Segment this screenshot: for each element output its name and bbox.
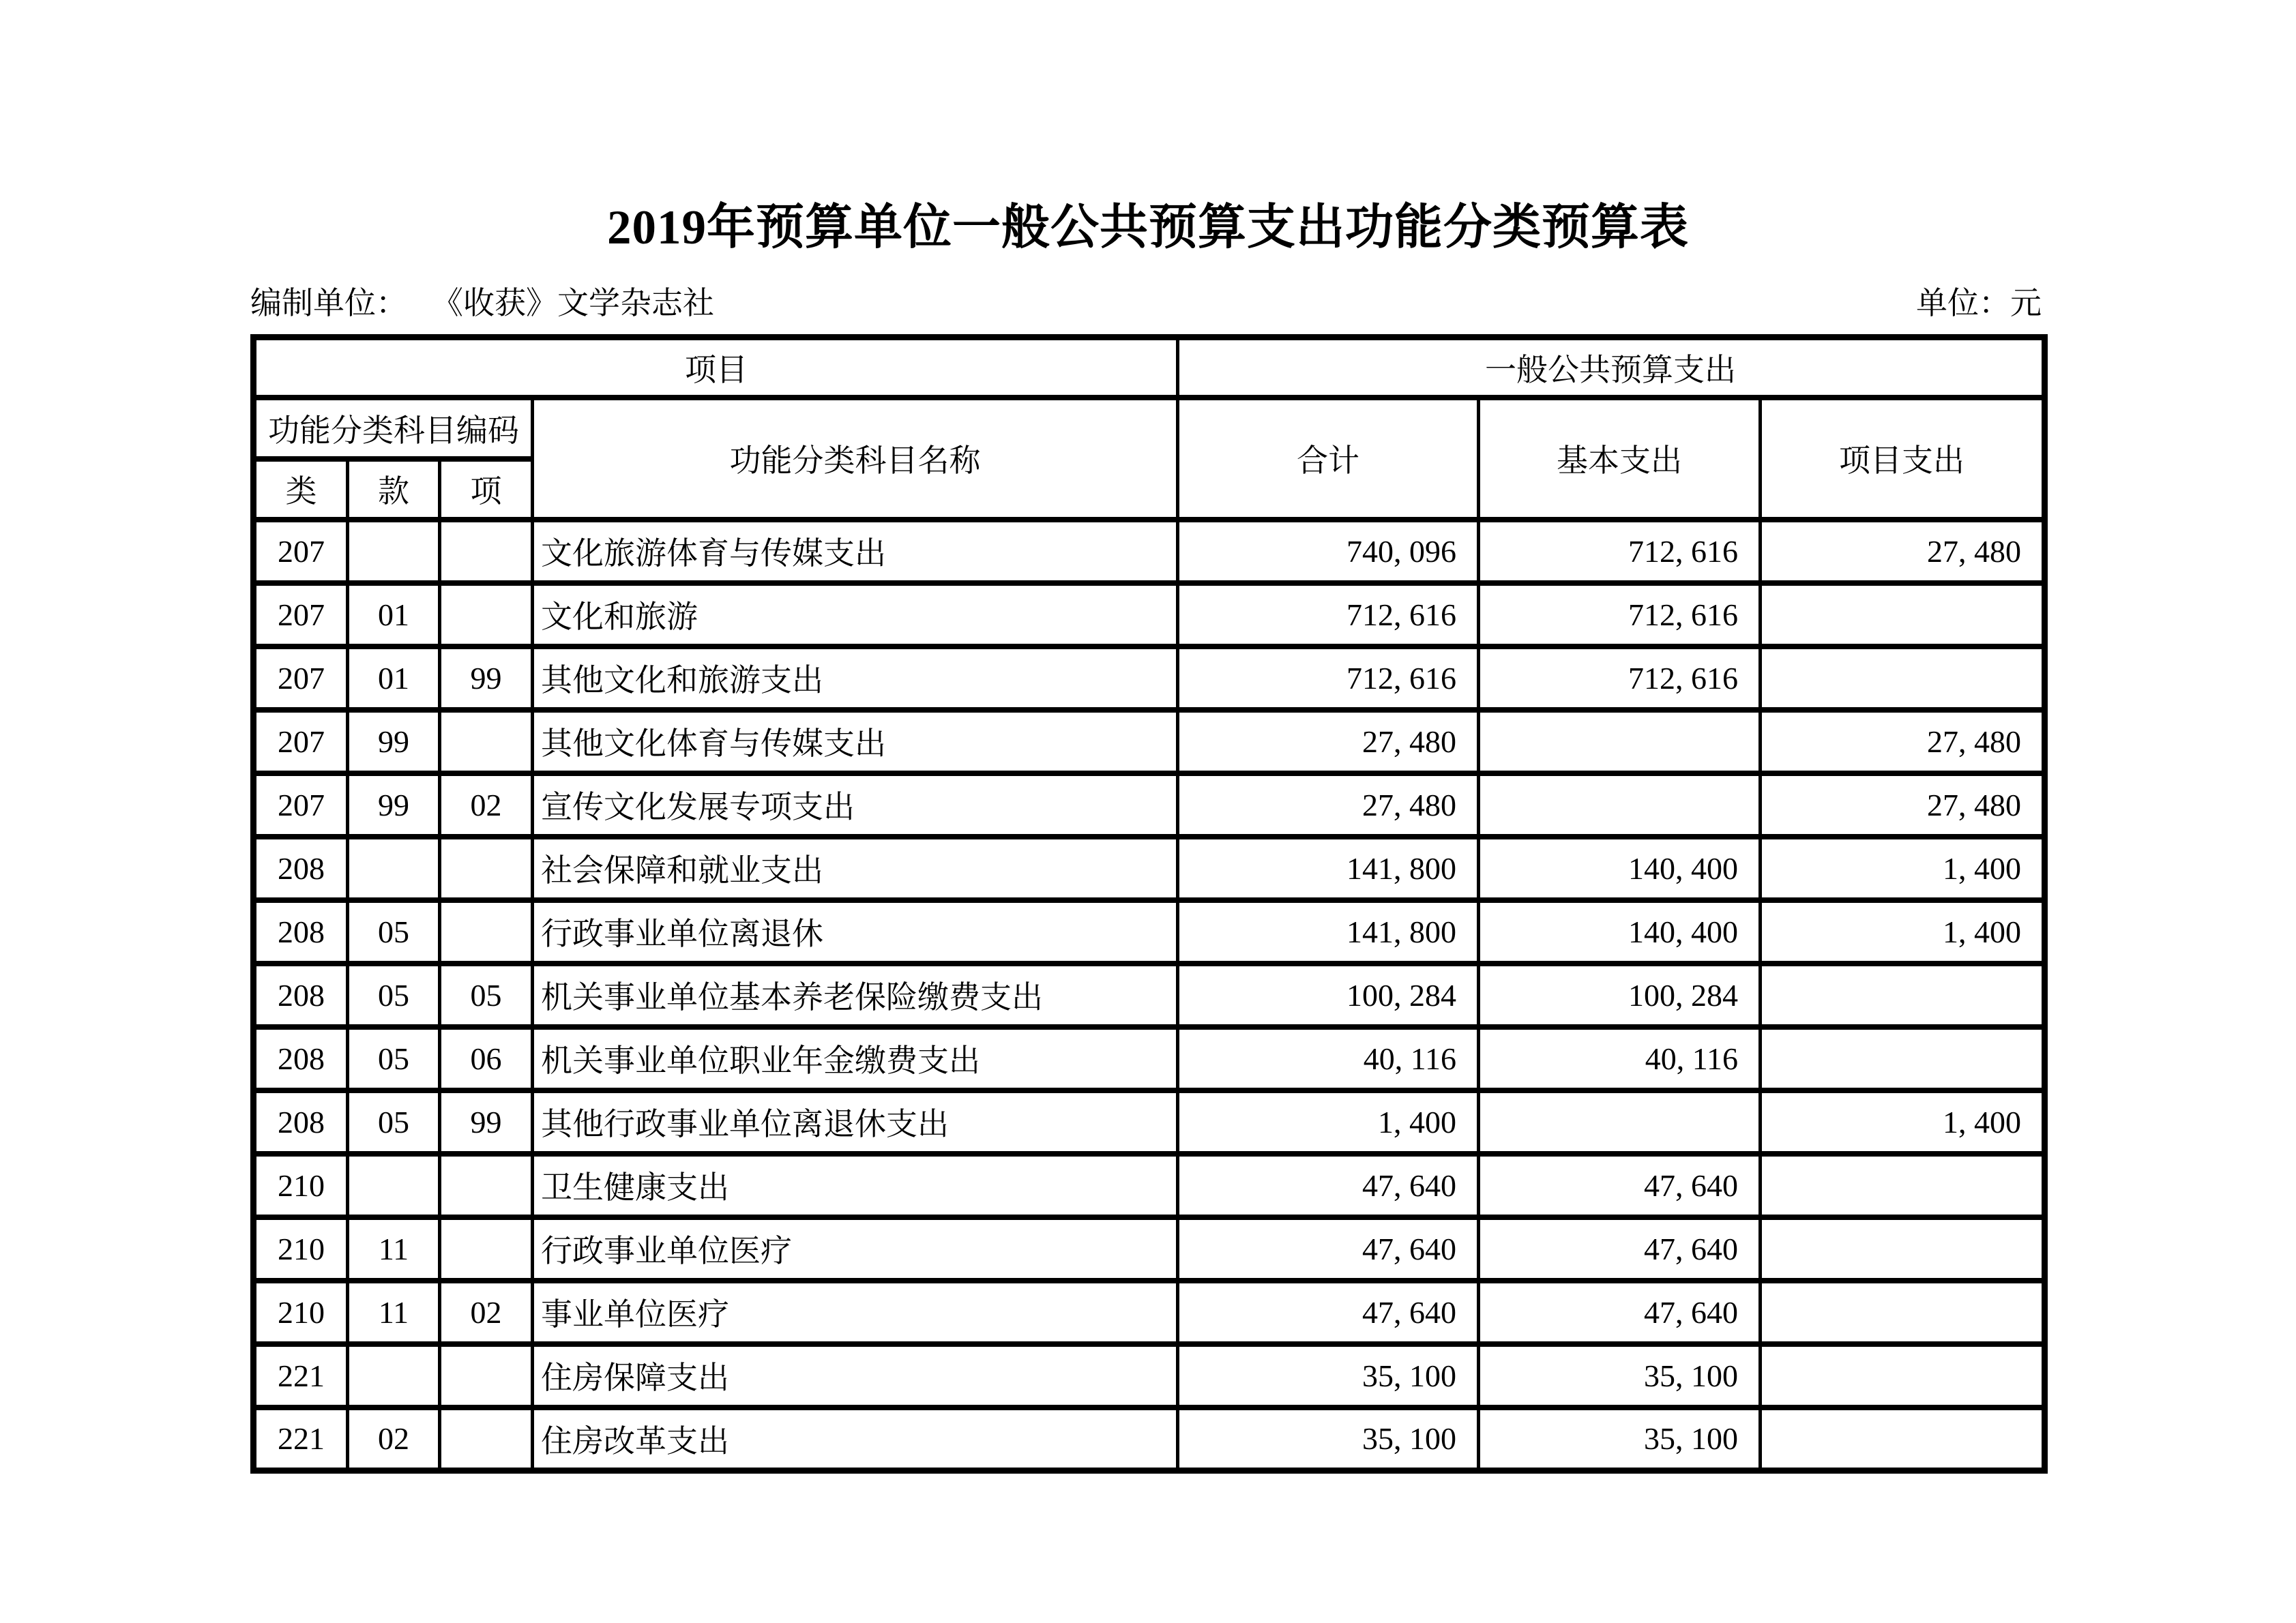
cell-project-amount	[1761, 646, 2045, 710]
cell-project-amount	[1761, 1154, 2045, 1217]
cell-basic-amount: 140, 400	[1479, 900, 1761, 964]
header-col-project: 项目支出	[1761, 398, 2045, 520]
unit-label: 单位：元	[1916, 286, 2042, 321]
cell-subcategory-code: 01	[348, 583, 440, 646]
meta-row	[250, 278, 2042, 323]
cell-subcategory-code: 05	[348, 900, 440, 964]
cell-subject-name: 其他文化体育与传媒支出	[533, 710, 1178, 773]
cell-total-amount: 35, 100	[1178, 1408, 1479, 1471]
cell-basic-amount: 712, 616	[1479, 520, 1761, 583]
cell-category-code: 207	[254, 710, 348, 773]
cell-category-code: 208	[254, 964, 348, 1027]
cell-item-code: 06	[440, 1027, 533, 1090]
cell-item-code	[440, 900, 533, 964]
cell-subject-name: 卫生健康支出	[533, 1154, 1178, 1217]
cell-item-code: 05	[440, 964, 533, 1027]
prepared-by	[250, 278, 714, 323]
budget-table	[250, 334, 2048, 1474]
table-row	[254, 1217, 2045, 1281]
cell-total-amount: 141, 800	[1178, 837, 1479, 900]
cell-subcategory-code: 01	[348, 646, 440, 710]
table-row	[254, 773, 2045, 837]
cell-basic-amount: 712, 616	[1479, 583, 1761, 646]
cell-subject-name: 机关事业单位基本养老保险缴费支出	[533, 964, 1178, 1027]
cell-total-amount: 712, 616	[1178, 646, 1479, 710]
cell-basic-amount: 47, 640	[1479, 1281, 1761, 1344]
cell-category-code: 221	[254, 1408, 348, 1471]
header-col-basic: 基本支出	[1479, 398, 1761, 520]
cell-subcategory-code	[348, 1344, 440, 1408]
cell-subcategory-code: 11	[348, 1281, 440, 1344]
cell-total-amount: 35, 100	[1178, 1344, 1479, 1408]
cell-basic-amount	[1479, 773, 1761, 837]
header-col-kuan: 款	[348, 459, 440, 520]
header-group-row	[254, 338, 2045, 398]
cell-category-code: 207	[254, 773, 348, 837]
cell-subject-name: 行政事业单位离退休	[533, 900, 1178, 964]
cell-project-amount	[1761, 1027, 2045, 1090]
cell-project-amount: 1, 400	[1761, 900, 2045, 964]
cell-total-amount: 1, 400	[1178, 1090, 1479, 1154]
cell-subject-name: 机关事业单位职业年金缴费支出	[533, 1027, 1178, 1090]
cell-total-amount: 40, 116	[1178, 1027, 1479, 1090]
table-row	[254, 1154, 2045, 1217]
table-row	[254, 583, 2045, 646]
table-row	[254, 1344, 2045, 1408]
cell-basic-amount	[1479, 710, 1761, 773]
cell-subject-name: 住房保障支出	[533, 1344, 1178, 1408]
cell-item-code	[440, 837, 533, 900]
cell-basic-amount: 40, 116	[1479, 1027, 1761, 1090]
cell-total-amount: 47, 640	[1178, 1281, 1479, 1344]
cell-total-amount: 712, 616	[1178, 583, 1479, 646]
table-row	[254, 1027, 2045, 1090]
cell-subject-name: 文化和旅游	[533, 583, 1178, 646]
cell-category-code: 208	[254, 1027, 348, 1090]
cell-category-code: 208	[254, 1090, 348, 1154]
table-row	[254, 1281, 2045, 1344]
header-budget-group: 一般公共预算支出	[1178, 338, 2045, 398]
cell-subcategory-code: 99	[348, 710, 440, 773]
header-code-group: 功能分类科目编码	[254, 398, 533, 459]
cell-total-amount: 141, 800	[1178, 900, 1479, 964]
cell-category-code: 207	[254, 583, 348, 646]
cell-subject-name: 事业单位医疗	[533, 1281, 1178, 1344]
cell-item-code	[440, 1344, 533, 1408]
cell-project-amount: 1, 400	[1761, 837, 2045, 900]
prepared-by-label: 编制单位：	[250, 286, 407, 321]
cell-total-amount: 27, 480	[1178, 773, 1479, 837]
cell-subcategory-code	[348, 520, 440, 583]
cell-total-amount: 47, 640	[1178, 1154, 1479, 1217]
table-row	[254, 964, 2045, 1027]
cell-total-amount: 47, 640	[1178, 1217, 1479, 1281]
cell-subject-name: 文化旅游体育与传媒支出	[533, 520, 1178, 583]
cell-item-code	[440, 1217, 533, 1281]
cell-subject-name: 社会保障和就业支出	[533, 837, 1178, 900]
cell-basic-amount	[1479, 1090, 1761, 1154]
cell-total-amount: 27, 480	[1178, 710, 1479, 773]
table-header	[254, 338, 2045, 520]
cell-item-code: 02	[440, 1281, 533, 1344]
prepared-by-value: 《收获》文学杂志社	[432, 286, 714, 321]
cell-item-code	[440, 1154, 533, 1217]
header-col-total: 合计	[1178, 398, 1479, 520]
cell-basic-amount: 47, 640	[1479, 1217, 1761, 1281]
header-col-xiang: 项	[440, 459, 533, 520]
table-row	[254, 1090, 2045, 1154]
cell-category-code: 208	[254, 900, 348, 964]
table-row	[254, 1408, 2045, 1471]
cell-total-amount: 100, 284	[1178, 964, 1479, 1027]
cell-category-code: 208	[254, 837, 348, 900]
cell-project-amount: 1, 400	[1761, 1090, 2045, 1154]
cell-subcategory-code	[348, 837, 440, 900]
cell-project-amount	[1761, 583, 2045, 646]
table-row	[254, 900, 2045, 964]
cell-subject-name: 宣传文化发展专项支出	[533, 773, 1178, 837]
cell-project-amount	[1761, 1281, 2045, 1344]
cell-subcategory-code: 05	[348, 964, 440, 1027]
cell-project-amount	[1761, 1408, 2045, 1471]
cell-project-amount: 27, 480	[1761, 520, 2045, 583]
cell-item-code	[440, 1408, 533, 1471]
cell-project-amount	[1761, 1344, 2045, 1408]
cell-category-code: 210	[254, 1281, 348, 1344]
cell-subject-name: 其他行政事业单位离退休支出	[533, 1090, 1178, 1154]
cell-item-code	[440, 710, 533, 773]
cell-subject-name: 行政事业单位医疗	[533, 1217, 1178, 1281]
cell-category-code: 221	[254, 1344, 348, 1408]
cell-item-code: 99	[440, 646, 533, 710]
header-col-lei: 类	[254, 459, 348, 520]
cell-basic-amount: 35, 100	[1479, 1408, 1761, 1471]
table-row	[254, 520, 2045, 583]
cell-subject-name: 住房改革支出	[533, 1408, 1178, 1471]
cell-item-code	[440, 520, 533, 583]
table-body	[254, 520, 2045, 1471]
cell-subcategory-code: 02	[348, 1408, 440, 1471]
header-item-group: 项目	[254, 338, 1178, 398]
table-row	[254, 837, 2045, 900]
cell-total-amount: 740, 096	[1178, 520, 1479, 583]
cell-category-code: 210	[254, 1217, 348, 1281]
cell-subcategory-code: 99	[348, 773, 440, 837]
table-row	[254, 646, 2045, 710]
cell-basic-amount: 35, 100	[1479, 1344, 1761, 1408]
table-row	[254, 710, 2045, 773]
cell-basic-amount: 712, 616	[1479, 646, 1761, 710]
cell-basic-amount: 100, 284	[1479, 964, 1761, 1027]
cell-subcategory-code: 11	[348, 1217, 440, 1281]
cell-category-code: 210	[254, 1154, 348, 1217]
header-col-subject-name: 功能分类科目名称	[533, 398, 1178, 520]
cell-basic-amount: 47, 640	[1479, 1154, 1761, 1217]
page-title: 2019年预算单位一般公共预算支出功能分类预算表	[606, 201, 1689, 254]
cell-subcategory-code	[348, 1154, 440, 1217]
cell-basic-amount: 140, 400	[1479, 837, 1761, 900]
cell-category-code: 207	[254, 646, 348, 710]
cell-item-code	[440, 583, 533, 646]
cell-subcategory-code: 05	[348, 1090, 440, 1154]
cell-subcategory-code: 05	[348, 1027, 440, 1090]
cell-item-code: 02	[440, 773, 533, 837]
cell-category-code: 207	[254, 520, 348, 583]
header-subgroup-row	[254, 398, 2045, 459]
cell-project-amount	[1761, 964, 2045, 1027]
cell-subject-name: 其他文化和旅游支出	[533, 646, 1178, 710]
cell-project-amount: 27, 480	[1761, 773, 2045, 837]
cell-project-amount	[1761, 1217, 2045, 1281]
cell-project-amount: 27, 480	[1761, 710, 2045, 773]
cell-item-code: 99	[440, 1090, 533, 1154]
